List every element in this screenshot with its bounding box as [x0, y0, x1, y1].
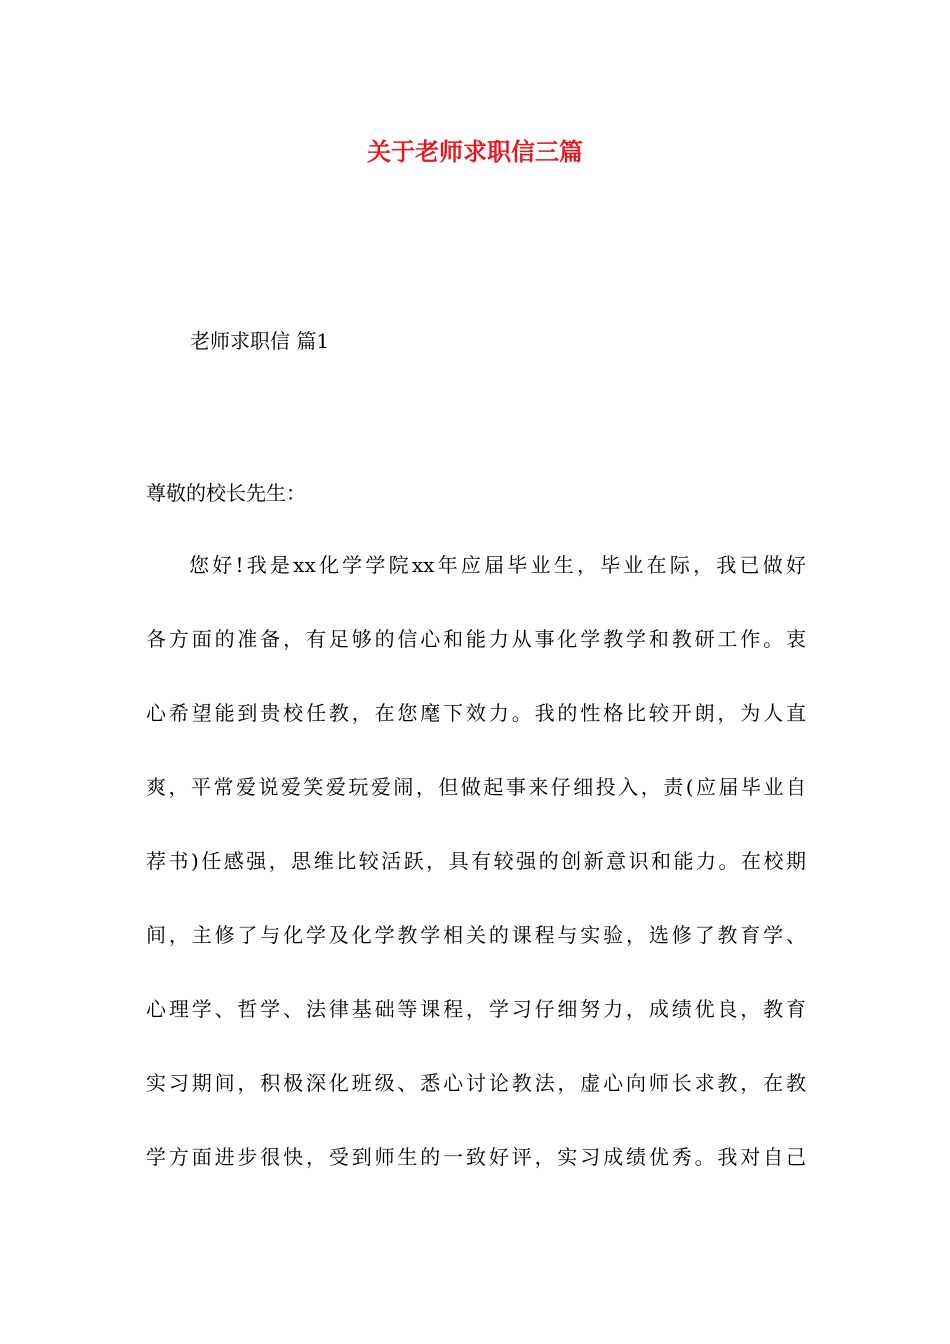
body-line: 各方面的准备，有足够的信心和能力从事化学教学和教研工作。衷 — [146, 627, 806, 651]
document-title: 关于老师求职信三篇 — [367, 137, 583, 166]
letter-body — [146, 548, 806, 1214]
salutation: 尊敬的校长先生： — [146, 481, 306, 505]
body-line: 实习期间，积极深化班级、悉心讨论教法，虚心向师长求教，在教 — [146, 1071, 806, 1095]
body-line: 间，主修了与化学及化学教学相关的课程与实验，选修了教育学、 — [146, 923, 806, 947]
body-line: 荐书)任感强，思维比较活跃，具有较强的创新意识和能力。在校期 — [146, 849, 806, 873]
body-line: 学方面进步很快，受到师生的一致好评，实习成绩优秀。我对自己 — [146, 1145, 806, 1169]
section-heading: 老师求职信 篇1 — [190, 329, 330, 353]
body-line: 心希望能到贵校任教，在您麾下效力。我的性格比较开朗，为人直 — [146, 701, 806, 725]
body-line: 爽，平常爱说爱笑爱玩爱闹，但做起事来仔细投入，责(应届毕业自 — [146, 775, 806, 799]
body-line: 您好!我是xx化学学院xx年应届毕业生，毕业在际，我已做好 — [189, 553, 806, 577]
body-line: 心理学、哲学、法律基础等课程，学习仔细努力，成绩优良，教育 — [146, 997, 806, 1021]
